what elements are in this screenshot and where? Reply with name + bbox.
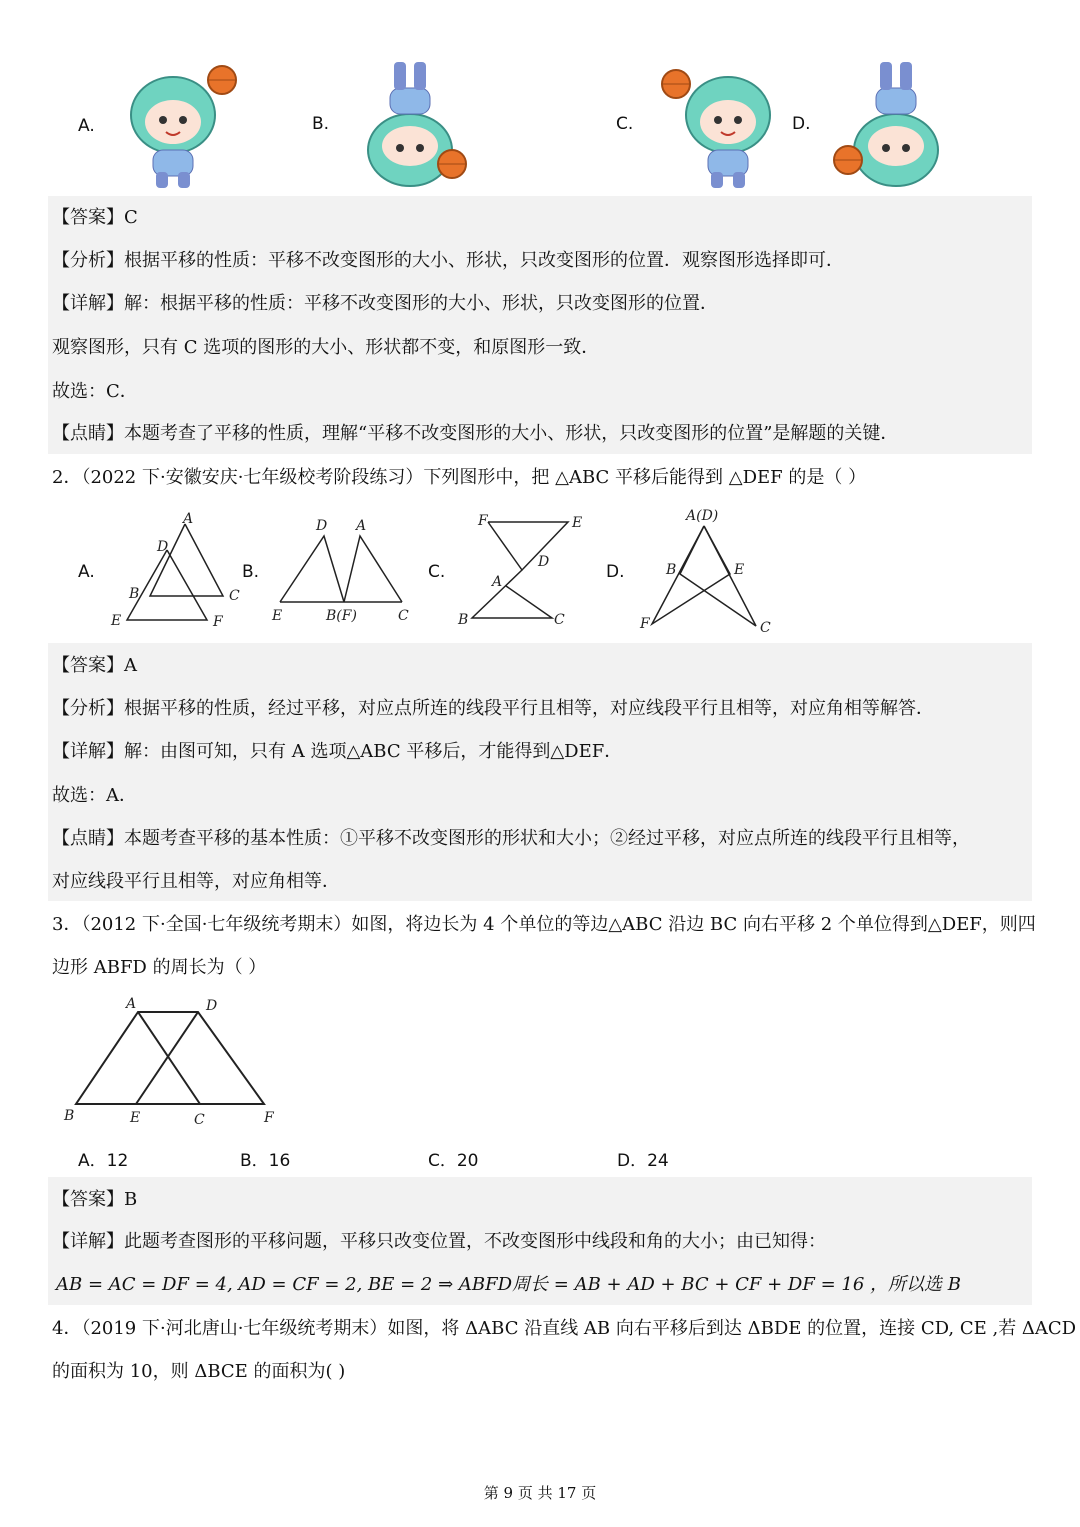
- q3-formula: AB = AC = DF = 4, AD = CF = 2, BE = 2 ⇒ ABFD周长 = AB + AD + BC + CF + DF = 16 ，所以选 B: [56, 1274, 961, 1295]
- q2-option-c-label: C.: [428, 562, 446, 582]
- q2a-label-b: B: [129, 586, 140, 602]
- q2b-label-e: E: [272, 608, 283, 624]
- q4-question-2: 的面积为 10，则 ΔBCE 的面积为( ): [52, 1361, 346, 1382]
- q2-figure-b: [268, 512, 418, 627]
- q2-option-a-label: A.: [78, 562, 95, 582]
- q2c-label-a: A: [492, 574, 503, 590]
- q3-option-a: A．12: [78, 1151, 129, 1171]
- q2-analysis: 【分析】根据平移的性质，经过平移，对应点所连的线段平行且相等，对应线段平行且相等，对应角相等解答．: [52, 698, 934, 719]
- q1-answer: 【答案】C: [52, 207, 138, 228]
- q3-figure: [58, 990, 288, 1130]
- q2d-label-e: E: [734, 562, 745, 578]
- q2-option-d-label: D.: [606, 562, 625, 582]
- q3-label-a: A: [126, 996, 137, 1012]
- q3-label-c: C: [194, 1112, 205, 1128]
- q2d-label-b: B: [666, 562, 677, 578]
- q3-label-f: F: [264, 1110, 274, 1126]
- q3-option-b: B．16: [240, 1151, 291, 1171]
- q1-detail-2: 观察图形，只有 C 选项的图形的大小、形状都不变，和原图形一致．: [52, 337, 600, 358]
- q2-choice: 故选：A．: [52, 785, 137, 806]
- q2c-label-c: C: [554, 612, 565, 628]
- q2a-label-e: E: [111, 613, 122, 629]
- q2-detail: 【详解】解：由图可知，只有 A 选项△ABC 平移后，才能得到△DEF．: [52, 741, 623, 762]
- q2d-label-ad: A(D): [686, 508, 719, 524]
- page-footer: 第 9 页 共 17 页: [483, 1484, 597, 1502]
- q2a-label-d: D: [157, 539, 169, 555]
- mascot-upright-image: [118, 60, 248, 190]
- q2a-label-a: A: [183, 511, 194, 527]
- q1-comment: 【点睛】本题考查了平移的性质，理解“平移不改变图形的大小、形状，只改变图形的位置”是解题的关键．: [52, 423, 899, 444]
- q2-figure-d: [632, 502, 782, 637]
- q2d-label-c: C: [760, 620, 771, 636]
- q3-option-d: D．24: [617, 1151, 669, 1171]
- q2c-label-e: E: [572, 515, 583, 531]
- q1-option-d-label: D.: [792, 114, 811, 134]
- q2a-label-c: C: [229, 588, 240, 604]
- q1-option-c-label: C.: [616, 114, 634, 134]
- q3-label-e: E: [130, 1110, 141, 1126]
- q2b-label-bf: B(F): [326, 608, 357, 624]
- q2-option-b-label: B.: [242, 562, 260, 582]
- mascot-inverted-mirrored-image: [826, 58, 956, 188]
- q2b-label-d: D: [316, 518, 328, 534]
- q3-label-b: B: [64, 1108, 75, 1124]
- q1-answer-box: [48, 196, 1032, 454]
- q2c-label-d: D: [538, 554, 550, 570]
- q1-detail: 【详解】解：根据平移的性质：平移不改变图形的大小、形状，只改变图形的位置．: [52, 293, 718, 314]
- q2b-label-c: C: [398, 608, 409, 624]
- q3-answer: 【答案】B: [52, 1189, 138, 1210]
- q2a-label-f: F: [213, 614, 223, 630]
- q4-question: 4．（2019 下·河北唐山·七年级统考期末）如图，将 ΔABC 沿直线 AB 向右平移后到达 ΔBDE 的位置，连接 CD, CE ,若 ΔACD: [52, 1318, 1077, 1339]
- q1-analysis: 【分析】根据平移的性质：平移不改变图形的大小、形状，只改变图形的位置．观察图形选择即可．: [52, 250, 844, 271]
- q2-figure-c: [452, 508, 592, 633]
- q1-option-a-label: A.: [78, 116, 95, 136]
- q3-option-c: C．20: [428, 1151, 479, 1171]
- mascot-inverted-image: [350, 58, 480, 188]
- mascot-mirrored-image: [656, 60, 786, 190]
- q3-question-2: 边形 ABFD 的周长为（ ）: [52, 957, 267, 978]
- q3-question: 3．（2012 下·全国·七年级统考期末）如图，将边长为 4 个单位的等边△ABC 沿边 BC 向右平移 2 个单位得到△DEF，则四: [52, 914, 1036, 935]
- q2c-label-f: F: [478, 513, 488, 529]
- q2-figure-a: [105, 508, 240, 633]
- q2b-label-a: A: [356, 518, 367, 534]
- q2-answer-box: [48, 643, 1032, 901]
- q1-option-b-label: B.: [312, 114, 330, 134]
- q2c-label-b: B: [458, 612, 469, 628]
- q3-label-d: D: [206, 998, 218, 1014]
- q2-comment: 【点睛】本题考查平移的基本性质：①平移不改变图形的形状和大小；②经过平移，对应点所连的线段平行且相等，: [52, 828, 970, 849]
- q2-answer: 【答案】A: [52, 655, 137, 676]
- q2d-label-f: F: [640, 616, 650, 632]
- q1-choice: 故选：C．: [52, 381, 138, 402]
- q3-detail: 【详解】此题考查图形的平移问题，平移只改变位置，不改变图形中线段和角的大小；由已知得：: [52, 1231, 826, 1252]
- q2-question: 2．（2022 下·安徽安庆·七年级校考阶段练习）下列图形中，把 △ABC 平移后能得到 △DEF 的是（ ）: [52, 467, 867, 488]
- q2-comment-2: 对应线段平行且相等，对应角相等．: [52, 871, 340, 892]
